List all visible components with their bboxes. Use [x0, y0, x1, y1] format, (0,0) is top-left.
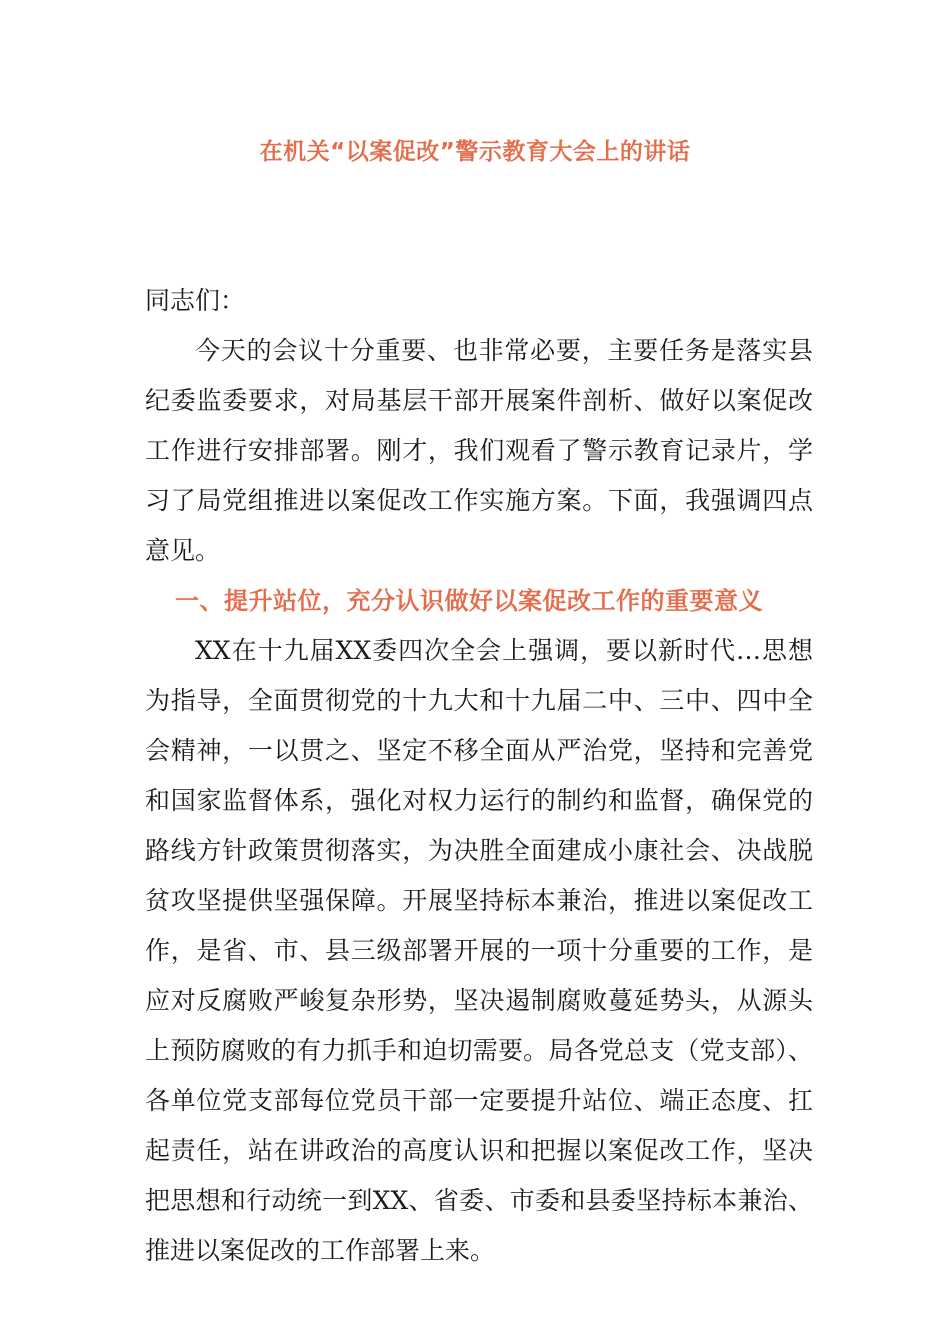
document-body [145, 276, 813, 1276]
document-title: 在机关“以案促改”警示教育大会上的讲话 [259, 139, 691, 165]
paragraph-section-1: XX在十九届XX委四次全会上强调，要以新时代…思想为指导，全面贯彻党的十九大和十九届二中、三中、四中全会精神，一以贯之、坚定不移全面从严治党，坚持和完善党和国家监督体系，强化对权力运行的制约和监督，确保党的路线方针政策贯彻落实，为决胜全面建成小康社会、决战脱贫攻坚提供坚强保障。开展坚持标本兼治，推进以案促改工作，是省、市、县三级部署开展的一项十分重要的工作，是应对反腐败严峻复杂形势，坚决遏制腐败蔓延势头，从源头上预防腐败的有力抓手和迫切需要。局各党总支（党支部）、各单位党支部每位党员干部一定要提升站位、端正态度、扛起责任，站在讲政治的高度认识和把握以案促改工作，坚决把思想和行动统一到XX、省委、市委和县委坚持标本兼治、推进以案促改的工作部署上来。 [145, 636, 813, 1265]
section-heading-1: 一、提升站位，充分认识做好以案促改工作的重要意义 [175, 587, 763, 615]
paragraph-intro: 今天的会议十分重要、也非常必要，主要任务是落实县纪委监委要求，对局基层干部开展案件剖析、做好以案促改工作进行安排部署。刚才，我们观看了警示教育记录片，学习了局党组推进以案促改工作实施方案。下面，我强调四点意见。 [145, 336, 813, 565]
salutation: 同志们： [145, 286, 246, 315]
